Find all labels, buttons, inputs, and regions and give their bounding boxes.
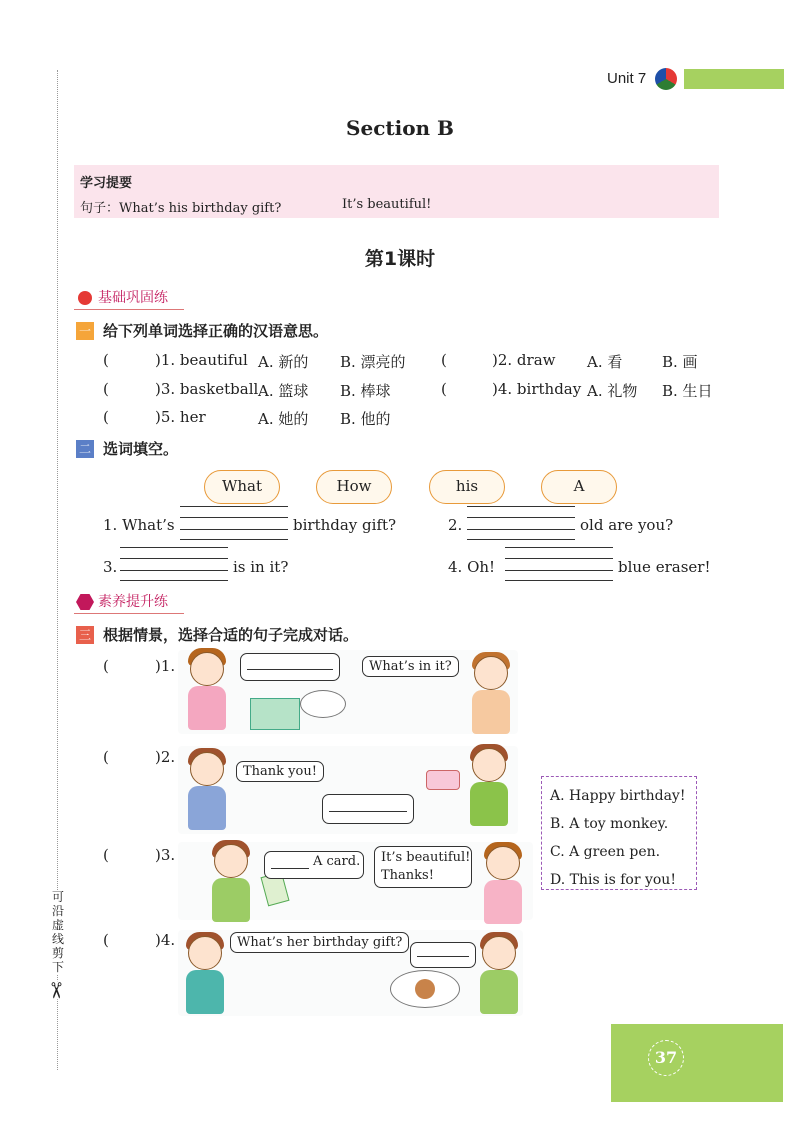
- girl-figure-3: [478, 846, 528, 926]
- answer-paren-open: (: [103, 351, 109, 369]
- scene-1-illustration: [178, 650, 518, 734]
- boy-figure-5: [474, 936, 524, 1016]
- scene-3-reply-line2: Thanks!: [381, 868, 434, 883]
- flower-icon: [78, 291, 92, 305]
- choice-a: A. Happy birthday!: [550, 788, 686, 804]
- part3-number: 三: [76, 626, 94, 644]
- part2-instruction: 选词填空。: [103, 440, 179, 458]
- part1-item-2-b: B. 画: [662, 353, 698, 371]
- category-advanced-label: 素养提升练: [98, 594, 168, 610]
- thought-bubble-monkey-icon: [390, 970, 460, 1008]
- answer-choices-box: [541, 776, 697, 890]
- boy-figure-3: [206, 844, 256, 924]
- scene-3-card-text: A card.: [313, 854, 361, 869]
- boy-figure: [182, 752, 232, 832]
- part1-item-5-b: B. 他的: [340, 410, 391, 428]
- answer-paren-open: (: [103, 846, 109, 864]
- part2-q1-blank[interactable]: [180, 506, 288, 540]
- part1-instruction: 给下列单词选择正确的汉语意思。: [103, 322, 329, 340]
- choice-b: B. A toy monkey.: [550, 816, 669, 832]
- scene-3-card-bubble[interactable]: [264, 851, 364, 879]
- answer-paren-open: (: [441, 380, 447, 398]
- part2-q3-suffix: is in it?: [233, 558, 289, 576]
- study-tips-heading: 学习提要: [80, 176, 133, 191]
- part2-q2-blank[interactable]: [467, 506, 575, 540]
- part3-item-4-num: )4.: [155, 931, 176, 949]
- part2-q2-prefix: 2.: [448, 516, 463, 534]
- part2-q4-suffix: blue eraser!: [618, 558, 711, 576]
- part1-item-2-word: )2. draw: [492, 351, 556, 369]
- answer-paren-open: (: [103, 408, 109, 426]
- part1-item-1-a: A. 新的: [258, 353, 309, 371]
- part1-item-1-word: )1. beautiful: [155, 351, 248, 369]
- scene-1-answer-bubble[interactable]: [240, 653, 340, 681]
- word-cloud-a: A: [541, 470, 617, 504]
- header-green-bar: [684, 69, 784, 89]
- part1-item-3-word: )3. basketball: [155, 380, 259, 398]
- part1-number: 一: [76, 322, 94, 340]
- part1-item-4-a: A. 礼物: [587, 382, 638, 400]
- part3-instruction: 根据情景，选择合适的句子完成对话。: [103, 626, 359, 644]
- hexagon-star-icon: [76, 594, 94, 610]
- page-number-block: [611, 1024, 783, 1102]
- cut-label: 可沿虚线剪下: [51, 890, 64, 974]
- page-number: 37: [648, 1040, 684, 1076]
- part2-q4-prefix: 4. Oh!: [448, 558, 496, 576]
- part2-q3-blank[interactable]: [120, 547, 228, 581]
- part1-item-4-b: B. 生日: [662, 382, 713, 400]
- part3-item-1-num: )1.: [155, 657, 176, 675]
- unit-label: Unit 7: [607, 70, 647, 87]
- scene-4-question-bubble: What’s her birthday gift?: [230, 932, 409, 953]
- answer-paren-open: (: [103, 380, 109, 398]
- girl-figure: [182, 652, 232, 732]
- part2-q1-suffix: birthday gift?: [293, 516, 397, 534]
- study-tips-sentence-answer: It’s beautiful!: [342, 197, 432, 212]
- choice-c: C. A green pen.: [550, 844, 661, 860]
- answer-paren-open: (: [103, 748, 109, 766]
- scene-3-reply-bubble: [374, 846, 472, 888]
- word-cloud-what: What: [204, 470, 280, 504]
- part1-item-5-a: A. 她的: [258, 410, 309, 428]
- part1-item-4-word: )4. birthday: [492, 380, 582, 398]
- answer-paren-open: (: [103, 657, 109, 675]
- part2-number: 二: [76, 440, 94, 458]
- gift-box-icon: [250, 698, 300, 730]
- part2-q2-suffix: old are you?: [580, 516, 674, 534]
- lesson-title: 第1课时: [364, 248, 436, 270]
- part3-item-2-num: )2.: [155, 748, 176, 766]
- part2-q3-prefix: 3.: [103, 558, 118, 576]
- part1-item-3-b: B. 棒球: [340, 382, 391, 400]
- girl-figure-2: [466, 656, 516, 736]
- part3-item-3-num: )3.: [155, 846, 176, 864]
- scene-1-question-bubble: What’s in it?: [362, 656, 459, 677]
- answer-paren-open: (: [441, 351, 447, 369]
- choice-d: D. This is for you!: [550, 872, 676, 888]
- word-cloud-his: his: [429, 470, 505, 504]
- part1-item-1-b: B. 漂亮的: [340, 353, 406, 371]
- part1-item-5-word: )5. her: [155, 408, 206, 426]
- scene-4-answer-bubble[interactable]: [410, 942, 476, 968]
- part1-item-2-a: A. 看: [587, 353, 623, 371]
- category-advanced: [74, 592, 184, 614]
- part1-item-1: [103, 351, 109, 369]
- part2-q1-prefix: 1. What’s: [103, 516, 175, 534]
- unit-color-wheel-icon: [655, 68, 677, 90]
- scissors-icon: ✂: [42, 981, 68, 1000]
- category-basic: [74, 288, 184, 310]
- birthday-cake-icon: [426, 770, 460, 790]
- part1-item-3-a: A. 篮球: [258, 382, 309, 400]
- category-basic-label: 基础巩固练: [98, 290, 168, 306]
- boy-figure-2: [464, 748, 514, 828]
- scene-3-reply-line1: It’s beautiful!: [381, 850, 471, 865]
- thought-bubble-pen-icon: [300, 690, 346, 718]
- answer-paren-open: (: [103, 931, 109, 949]
- scene-2-thanks-bubble: Thank you!: [236, 761, 324, 782]
- scene-2-answer-bubble[interactable]: [322, 794, 414, 824]
- study-tips-sentence-question: 句子：What’s his birthday gift?: [80, 201, 282, 216]
- boy-figure-4: [180, 936, 230, 1016]
- word-cloud-how: How: [316, 470, 392, 504]
- section-title: Section B: [346, 116, 454, 140]
- part2-q4-blank[interactable]: [505, 547, 613, 581]
